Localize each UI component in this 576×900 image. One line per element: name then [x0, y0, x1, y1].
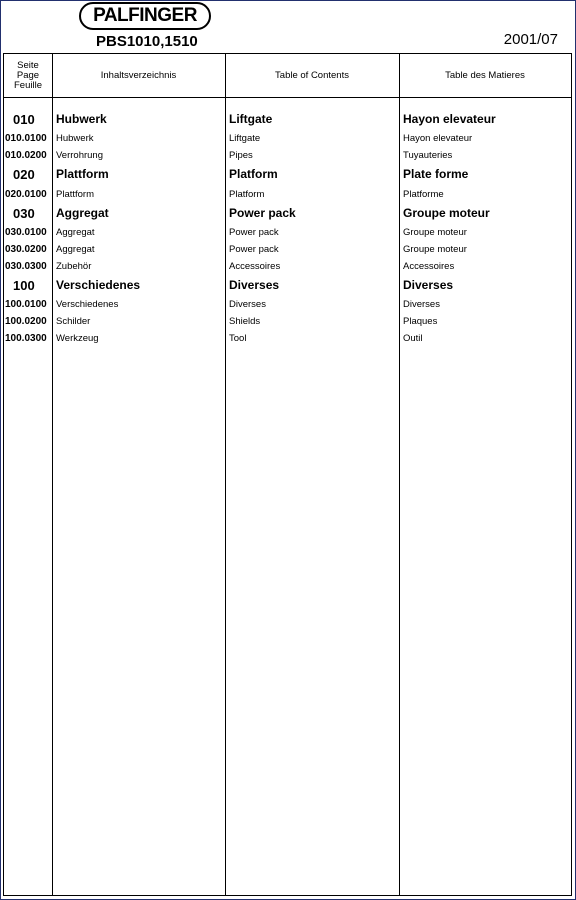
- header-french-label: Table des Matieres: [445, 69, 525, 81]
- header-page-en: Page: [16, 69, 40, 81]
- header-page-column: [4, 54, 52, 97]
- german-title: Werkzeug: [56, 333, 99, 344]
- page-number: 010: [13, 112, 35, 127]
- model-number: PBS1010,1510: [96, 33, 198, 50]
- english-title: Power pack: [229, 206, 296, 220]
- french-title: Plaques: [403, 316, 438, 327]
- french-title: Groupe moteur: [403, 244, 467, 255]
- french-title: Groupe moteur: [403, 206, 490, 220]
- brand-logo: [79, 2, 211, 30]
- german-title: Aggregat: [56, 227, 95, 238]
- page-number: 030: [13, 206, 35, 221]
- english-title: Power pack: [229, 227, 279, 238]
- header-page-fr: Feuille: [14, 79, 42, 91]
- contents-table: [3, 53, 572, 896]
- french-title: Accessoires: [403, 261, 455, 272]
- german-title: Zubehör: [56, 261, 92, 272]
- german-title: Verrohrung: [56, 150, 104, 161]
- header-german-label: Inhaltsverzeichnis: [100, 69, 177, 81]
- header-english-column: [225, 54, 399, 97]
- german-title: Verschiedenes: [56, 299, 119, 310]
- german-title: Schilder: [56, 316, 91, 327]
- page-number: 100.0300: [5, 333, 47, 344]
- column-divider: [399, 54, 400, 895]
- german-title: Verschiedenes: [56, 278, 141, 292]
- header-page-de: Seite: [17, 59, 39, 71]
- header-french-column: [399, 54, 571, 97]
- french-title: Plate forme: [403, 167, 469, 181]
- french-title: Hayon elevateur: [403, 133, 473, 144]
- english-title: Pipes: [229, 150, 253, 161]
- french-title: Groupe moteur: [403, 227, 467, 238]
- english-title: Liftgate: [229, 112, 273, 126]
- header-german-column: [52, 54, 225, 97]
- english-title: Platform: [229, 189, 265, 200]
- page-number: 100.0100: [5, 299, 47, 310]
- german-title: Plattform: [56, 189, 95, 200]
- german-title: Hubwerk: [56, 112, 107, 126]
- page-number: 020: [13, 167, 35, 182]
- column-divider: [52, 54, 53, 895]
- column-divider: [571, 54, 572, 895]
- english-title: Shields: [229, 316, 261, 327]
- english-title: Liftgate: [229, 133, 261, 144]
- english-title: Diverses: [229, 278, 280, 292]
- german-title: Aggregat: [56, 244, 95, 255]
- german-title: Hubwerk: [56, 133, 94, 144]
- page-number: 010.0100: [5, 133, 47, 144]
- header-english-label: Table of Contents: [275, 69, 349, 81]
- document-date: 2001/07: [503, 31, 558, 48]
- english-title: Power pack: [229, 244, 279, 255]
- column-divider: [225, 54, 226, 895]
- page-number: 010.0200: [5, 150, 47, 161]
- page-number: 020.0100: [5, 189, 47, 200]
- english-title: Diverses: [229, 299, 266, 310]
- english-title: Platform: [229, 167, 278, 181]
- page-number: 030.0100: [5, 227, 47, 238]
- french-title: Hayon elevateur: [403, 112, 496, 126]
- header-divider: [4, 97, 571, 98]
- page-number: 030.0200: [5, 244, 47, 255]
- english-title: Accessoires: [229, 261, 281, 272]
- brand-name: PALFINGER: [93, 5, 197, 26]
- german-title: Plattform: [56, 167, 109, 181]
- french-title: Platforme: [403, 189, 444, 200]
- english-title: Tool: [229, 333, 247, 344]
- page-number: 100.0200: [5, 316, 47, 327]
- french-title: Diverses: [403, 299, 440, 310]
- page-number: 030.0300: [5, 261, 47, 272]
- french-title: Outil: [403, 333, 423, 344]
- page-number: 100: [13, 278, 35, 293]
- french-title: Tuyauteries: [403, 150, 453, 161]
- french-title: Diverses: [403, 278, 454, 292]
- german-title: Aggregat: [56, 206, 109, 220]
